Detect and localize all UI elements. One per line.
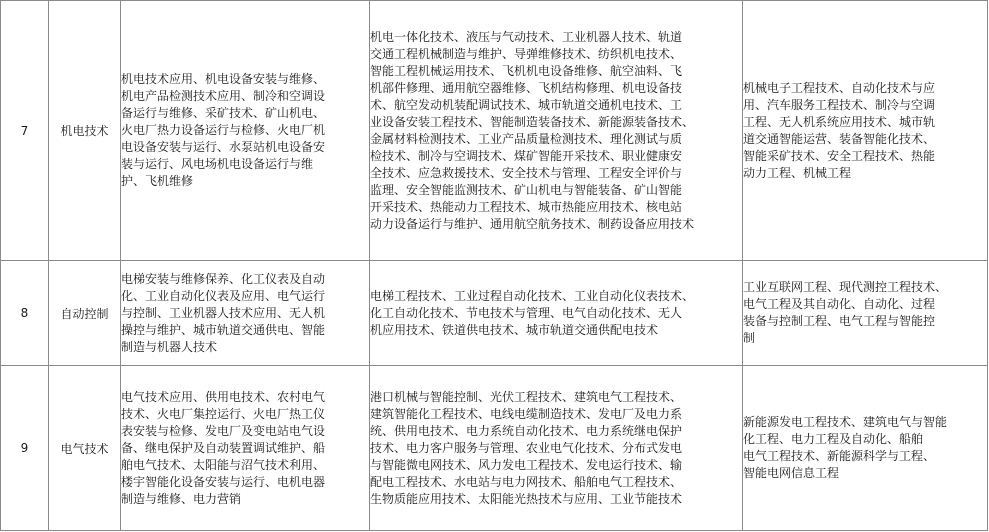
higher-vocational-majors xyxy=(370,1,743,261)
major-name: 自动控制 xyxy=(49,261,121,366)
cell-text-line: 操控与维护、城市轨道交通供电、智能 xyxy=(121,322,326,337)
table-row xyxy=(1,1,988,261)
higher-vocational-majors xyxy=(370,261,743,366)
cell-text-line: 交通工程机械制造与维护、导弹维修技术、纺织机电技术、 xyxy=(370,46,683,61)
table-row xyxy=(1,261,988,366)
cell-text-line: 用、汽车服务工程技术、制冷与空调 xyxy=(743,97,936,112)
table-body xyxy=(1,1,988,531)
major-name: 电气技术 xyxy=(49,366,121,531)
cell-text-line: 楼宇智能化设备安装与运行、电机电器 xyxy=(121,474,326,489)
cell-text-line: 配电工程技术、水电站与电力网技术、船舶电气工程技术、 xyxy=(370,474,683,489)
cell-text-line: 备、继电保护及自动装置调试维护、船 xyxy=(121,440,326,455)
cell-text-line: 制 xyxy=(743,331,756,345)
cell-text-line: 电气工程技术、新能源科学与工程、 xyxy=(743,449,936,463)
cell-text-line: 机械电子工程技术、自动化技术与应 xyxy=(743,80,936,95)
table-row xyxy=(1,366,988,531)
cell-text-line: 业设备安装工程技术、智能制造装备技术、新能源装备技术、 xyxy=(370,114,695,129)
cell-text-line: 制造与机器人技术 xyxy=(121,339,218,354)
cell-text-line: 全技术、应急救援技术、安全技术与管理、工程安全评价与 xyxy=(370,165,683,180)
cell-text-line: 动力设备运行与维护、通用航空航务技术、制药设备应用技术 xyxy=(370,216,695,231)
vocational-bachelor-majors xyxy=(743,366,988,531)
cell-text-line: 护、飞机维修 xyxy=(121,174,194,188)
cell-text-line: 机电产品检测技术应用、制冷和空调设 xyxy=(121,89,326,103)
cell-text-line: 化、工业自动化仪表及应用、电气运行 xyxy=(121,288,326,303)
cell-text-line: 装与运行、风电场机电设备运行与维 xyxy=(121,157,314,171)
cell-text-line: 技术、火电厂集控运行、火电厂热工仪 xyxy=(121,406,326,421)
cell-text-line: 技术、电力客户服务与管理、农业电气化技术、分布式发电 xyxy=(370,440,683,455)
cell-text-line: 机应用技术、铁道供电技术、城市轨道交通供配电技术 xyxy=(370,322,659,337)
cell-text-line: 舶电气技术、太阳能与沼气技术利用、 xyxy=(121,457,326,472)
major-name: 机电技术 xyxy=(49,1,121,261)
cell-text-line: 机电一体化技术、液压与气动技术、工业机器人技术、轨道 xyxy=(370,29,683,44)
cell-text-line: 统、供用电技术、电力系统自动化技术、电力系统继电保护 xyxy=(370,423,683,438)
cell-text-line: 术、航空发动机装配调试技术、城市轨道交通机电技术、工 xyxy=(370,97,683,112)
cell-text-line: 电气工程及其自动化、自动化、过程 xyxy=(743,297,936,311)
cell-text-line: 与智能微电网技术、风力发电工程技术、发电运行技术、输 xyxy=(370,457,683,472)
higher-vocational-majors xyxy=(370,366,743,531)
cell-text-line: 道交通智能运营、装备智能化技术、 xyxy=(743,131,936,146)
cell-text-line: 生物质能应用技术、太阳能光热技术与应用、工业节能技术 xyxy=(370,491,683,506)
cell-text-line: 电梯安装与维修保养、化工仪表及自动 xyxy=(121,271,326,286)
cell-text-line: 监理、安全智能监测技术、矿山机电与智能装备、矿山智能 xyxy=(370,182,683,197)
cell-text-line: 电气技术应用、供用电技术、农村电气 xyxy=(121,389,326,404)
cell-text-line: 智能电网信息工程 xyxy=(743,466,840,480)
cell-text-line: 化工程、电力工程及自动化、船舶 xyxy=(743,432,924,446)
row-number: 9 xyxy=(1,366,49,531)
cell-text-line: 电设备安装与运行、水泵站机电设备安 xyxy=(121,140,326,154)
cell-text-line: 智能工程机械运用技术、飞机机电设备维修、航空油料、飞 xyxy=(370,63,683,78)
secondary-vocational-majors xyxy=(121,366,370,531)
secondary-vocational-majors xyxy=(121,1,370,261)
vocational-bachelor-majors xyxy=(743,261,988,366)
cell-text-line: 装备与控制工程、电气工程与智能控 xyxy=(743,314,936,328)
cell-text-line: 开采技术、热能动力工程技术、城市热能应用技术、核电站 xyxy=(370,199,683,214)
cell-text-line: 工程、无人机系统应用技术、城市轨 xyxy=(743,114,936,129)
cell-text-line: 电梯工程技术、工业过程自动化技术、工业自动化仪表技术、 xyxy=(370,288,695,303)
cell-text-line: 工业互联网工程、现代测控工程技术、 xyxy=(743,280,948,294)
secondary-vocational-majors xyxy=(121,261,370,366)
cell-text-line: 表安装与检修、发电厂及变电站电气设 xyxy=(121,423,326,438)
cell-text-line: 智能采矿技术、安全工程技术、热能 xyxy=(743,148,936,163)
cell-text-line: 备运行与维修、采矿技术、矿山机电、 xyxy=(121,106,326,120)
cell-text-line: 与控制、工业机器人技术应用、无人机 xyxy=(121,305,326,320)
cell-text-line: 机部件修理、通用航空器维修、飞机结构修理、机电设备技 xyxy=(370,80,683,95)
cell-text-line: 机电技术应用、机电设备安装与维修、 xyxy=(121,72,326,86)
cell-text-line: 检技术、制冷与空调技术、煤矿智能开采技术、职业健康安 xyxy=(370,148,683,163)
row-number: 8 xyxy=(1,261,49,366)
cell-text-line: 建筑智能化工程技术、电线电缆制造技术、发电厂及电力系 xyxy=(370,406,683,421)
cell-text-line: 新能源发电工程技术、建筑电气与智能 xyxy=(743,415,948,429)
cell-text-line: 火电厂热力设备运行与检修、火电厂机 xyxy=(121,123,326,137)
cell-text-line: 港口机械与智能控制、光伏工程技术、建筑电气工程技术、 xyxy=(370,389,683,404)
cell-text-line: 化工自动化技术、节电技术与管理、电气自动化技术、无人 xyxy=(370,305,683,320)
cell-text-line: 制造与维修、电力营销 xyxy=(121,491,242,506)
cell-text-line: 金属材料检测技术、工业产品质量检测技术、理化测试与质 xyxy=(370,131,683,146)
vocational-bachelor-majors xyxy=(743,1,988,261)
cell-text-line: 动力工程、机械工程 xyxy=(743,165,852,180)
row-number: 7 xyxy=(1,1,49,261)
